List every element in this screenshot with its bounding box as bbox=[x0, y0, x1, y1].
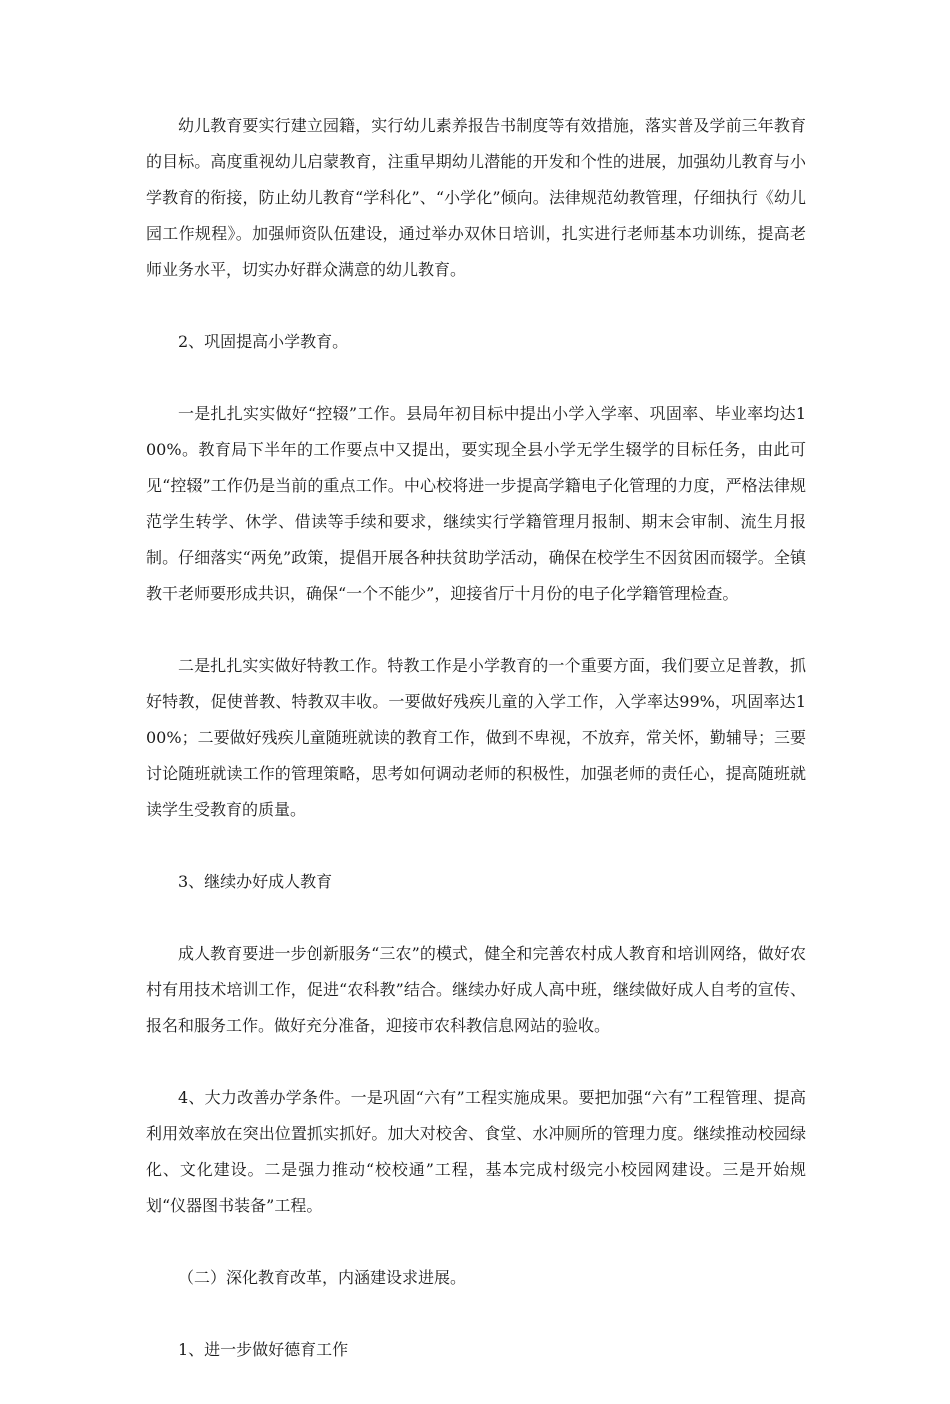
heading-adult-education: 3、继续办好成人教育 bbox=[178, 872, 333, 891]
heading-moral-education: 1、进一步做好德育工作 bbox=[178, 1340, 349, 1359]
paragraph-special-education: 二是扎扎实实做好特教工作。特教工作是小学教育的一个重要方面，我们要立足普教，抓好特教，促使普教、特教双丰收。一要做好残疾儿童的入学工作，入学率达99%，巩固率达100%；二要做好残疾儿童随班就读的教育工作，做到不卑视，不放弃，常关怀，勤辅导；三要讨论随班就读工作的管理策略，思考如何调动老师的积极性，加强老师的责任心，提高随班就读学生受教育的质量。 bbox=[146, 656, 806, 819]
paragraph-dropout-control: 一是扎扎实实做好“控辍”工作。县局年初目标中提出小学入学率、巩固率、毕业率均达100%。教育局下半年的工作要点中又提出，要实现全县小学无学生辍学的目标任务，由此可见“控辍”工作仍是当前的重点工作。中心校将进一步提高学籍电子化管理的力度，严格法律规范学生转学、休学、借读等手续和要求，继续实行学籍管理月报制、期末会审制、流生月报制。仔细落实“两免”政策，提倡开展各种扶贫助学活动，确保在校学生不因贫困而辍学。全镇教干老师要形成共识，确保“一个不能少”，迎接省厅十月份的电子化学籍管理检查。 bbox=[146, 404, 806, 603]
paragraph-preschool-education: 幼儿教育要实行建立园籍，实行幼儿素养报告书制度等有效措施，落实普及学前三年教育的目标。高度重视幼儿启蒙教育，注重早期幼儿潜能的开发和个性的进展，加强幼儿教育与小学教育的衔接，防止幼儿教育“学科化”、“小学化”倾向。法律规范幼教管理，仔细执行《幼儿园工作规程》。加强师资队伍建设，通过举办双休日培训，扎实进行老师基本功训练，提高老师业务水平，切实办好群众满意的幼儿教育。 bbox=[146, 116, 806, 279]
document-body bbox=[146, 108, 806, 1404]
heading-primary-education: 2、巩固提高小学教育。 bbox=[178, 332, 349, 351]
paragraph-school-conditions: 4、大力改善办学条件。一是巩固“六有”工程实施成果。要把加强“六有”工程管理、提高利用效率放在突出位置抓实抓好。加大对校舍、食堂、水冲厕所的管理力度。继续推动校园绿化、文化建设。二是强力推动“校校通”工程，基本完成村级完小校园网建设。三是开始规划“仪器图书装备”工程。 bbox=[146, 1088, 806, 1215]
paragraph-adult-education: 成人教育要进一步创新服务“三农”的模式，健全和完善农村成人教育和培训网络，做好农村有用技术培训工作，促进“农科教”结合。继续办好成人高中班，继续做好成人自考的宣传、报名和服务工作。做好充分准备，迎接市农科教信息网站的验收。 bbox=[146, 944, 806, 1035]
heading-education-reform: （二）深化教育改革，内涵建设求进展。 bbox=[178, 1268, 467, 1287]
